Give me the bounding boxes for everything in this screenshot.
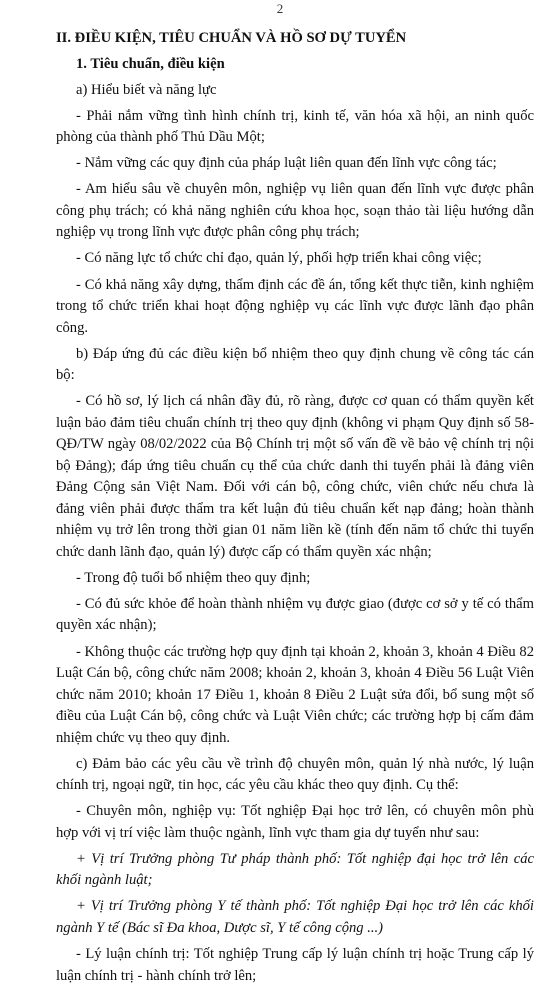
paragraph: - Có năng lực tổ chức chỉ đạo, quản lý, phối hợp triển khai công việc; <box>76 250 482 267</box>
paragraph: - Có đủ sức khỏe để hoàn thành nhiệm vụ được giao (được cơ sở y tế có thẩm quyền xác nhận); <box>56 595 534 634</box>
document-body <box>56 28 534 987</box>
paragraph-a-heading: a) Hiểu biết và năng lực <box>76 81 217 98</box>
paragraph: - Trong độ tuổi bổ nhiệm theo quy định; <box>76 569 311 586</box>
paragraph: - Chuyên môn, nghiệp vụ: Tốt nghiệp Đại học trở lên, có chuyên môn phù hợp với vị trí việc làm thuộc ngành, lĩnh vực tham gia dự tuyển như sau: <box>56 803 534 841</box>
paragraph: - Không thuộc các trường hợp quy định tại khoản 2, khoản 3, khoản 4 Điều 82 Luật Cán bộ, công chức năm 2008; khoản 2, khoản 3, khoản 4 Điều 56 Luật Viên chức năm 2010; khoản 17 Điều 1, khoản 8 Điều 2 Luật sửa đổi, bổ sung một số điều của Luật Cán bộ, công chức và Luật Viên chức; các trường hợp bị cấm đảm nhiệm chức vụ theo quy định. <box>56 643 534 746</box>
paragraph: - Am hiểu sâu về chuyên môn, nghiệp vụ liên quan đến lĩnh vực được phân công phụ trách; có khả năng nghiên cứu khoa học, soạn thảo tài liệu hướng dẫn nghiệp vụ trong lĩnh vực được phân công phụ trách; <box>56 181 534 241</box>
paragraph: - Nắm vững các quy định của pháp luật liên quan đến lĩnh vực công tác; <box>76 155 497 172</box>
section-title: II. ĐIỀU KIỆN, TIÊU CHUẨN VÀ HỒ SƠ DỰ TUYỂN <box>56 30 407 46</box>
paragraph-italic: + Vị trí Trưởng phòng Tư pháp thành phố: Tốt nghiệp đại học trở lên các khối ngành luật; <box>56 850 534 889</box>
paragraph-b-heading: b) Đáp ứng đủ các điều kiện bổ nhiệm theo quy định chung về công tác cán bộ: <box>56 345 534 384</box>
paragraph-c-heading: c) Đảm bảo các yêu cầu về trình độ chuyên môn, quản lý nhà nước, lý luận chính trị, ngoại ngữ, tin học, các yêu cầu khác theo quy định. Cụ thể: <box>56 755 534 794</box>
paragraph: - Có hồ sơ, lý lịch cá nhân đầy đủ, rõ ràng, được cơ quan có thẩm quyền kết luận bảo đảm tiêu chuẩn chính trị theo quy định (không vi phạm Quy định số 58-QĐ/TW ngày 08/02/2022 của Bộ Chính trị một số vấn đề về bảo vệ chính trị nội bộ Đảng); đáp ứng tiêu chuẩn cụ thể của chức danh thi tuyển phải là đảng viên Đảng Cộng sản Việt Nam. Đối với cán bộ, công chức, viên chức nếu chưa là đảng viên phải được thẩm tra kết luận đủ tiêu chuẩn kết nạp đảng; hoàn thành nhiệm vụ trở lên trong thời gian 01 năm liền kề (tính đến năm tổ chức thi tuyển chức danh lãnh đạo, quản lý) được cấp có thẩm quyền xác nhận; <box>56 393 534 560</box>
paragraph-italic: + Vị trí Trưởng phòng Y tế thành phố: Tốt nghiệp Đại học trở lên các khối ngành Y tế (Bác sĩ Đa khoa, Dược sĩ, Y tế công cộng ...) <box>56 898 534 936</box>
paragraph: - Lý luận chính trị: Tốt nghiệp Trung cấp lý luận chính trị hoặc Trung cấp lý luận chính trị - hành chính trở lên; <box>56 946 534 984</box>
subsection-title: 1. Tiêu chuẩn, điều kiện <box>76 55 225 72</box>
paragraph: - Có khả năng xây dựng, thẩm định các đề án, tổng kết thực tiễn, kinh nghiệm trong tổ chức triển khai hoạt động nghiệp vụ các lĩnh vực được lãnh đạo phân công. <box>56 276 534 336</box>
page-number: 2 <box>276 1 284 16</box>
paragraph: - Phải nắm vững tình hình chính trị, kinh tế, văn hóa xã hội, an ninh quốc phòng của thành phố Thủ Dầu Một; <box>56 107 534 146</box>
